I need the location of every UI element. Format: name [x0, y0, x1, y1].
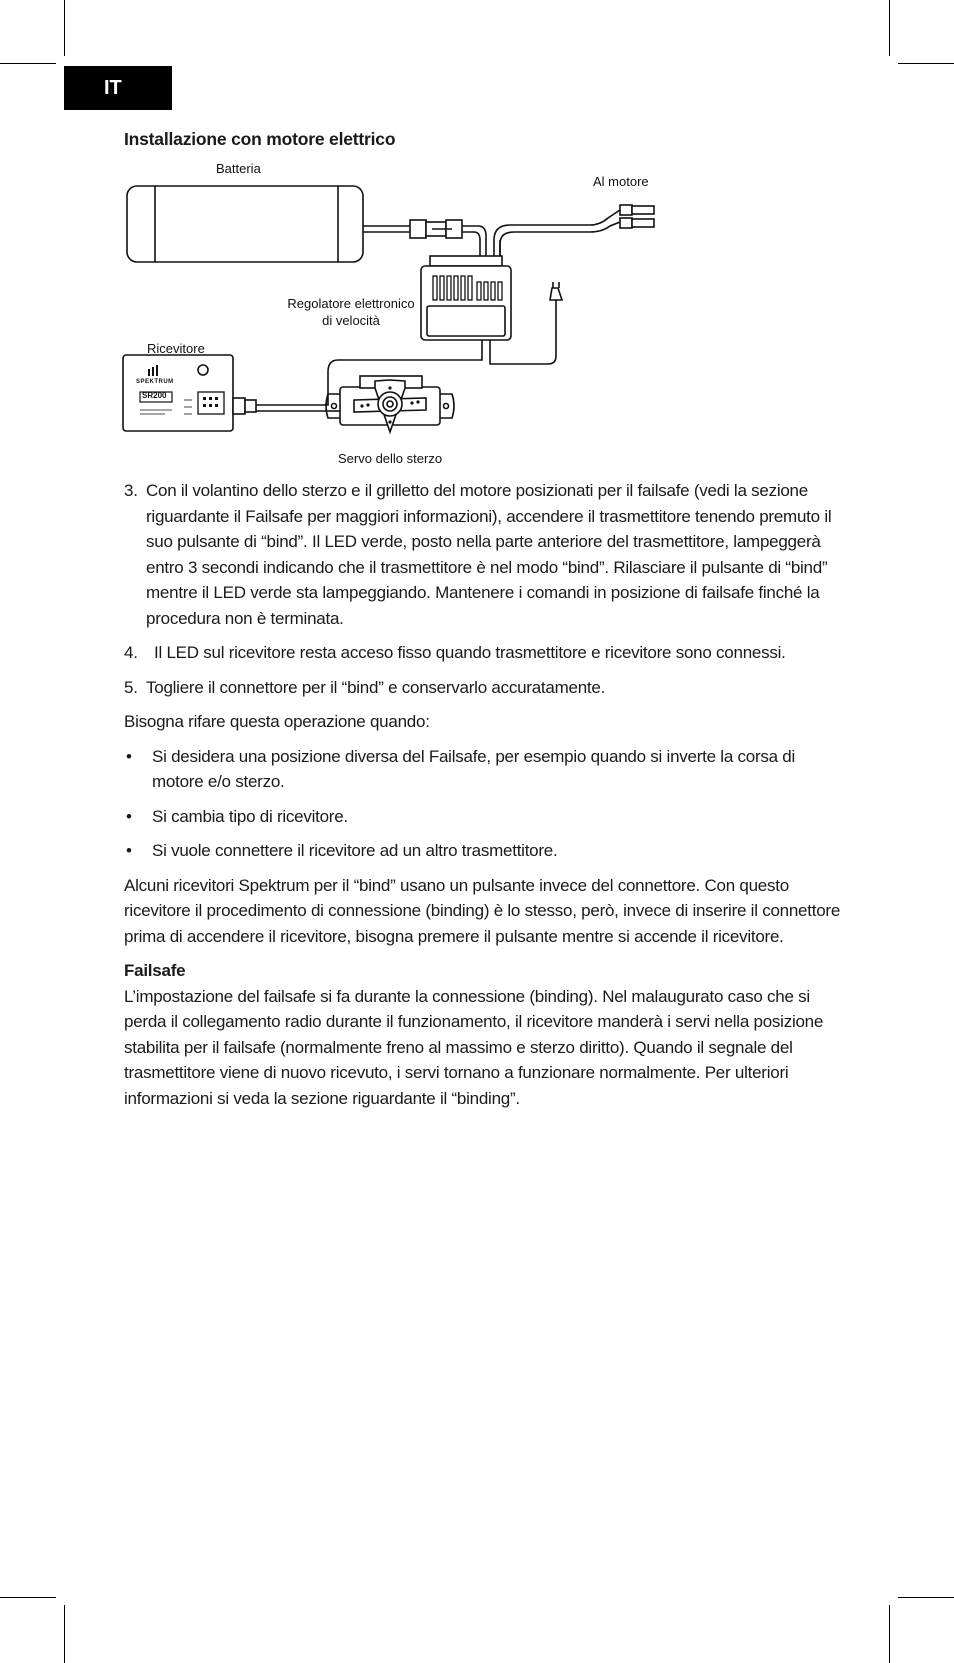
list-item-text: Si desidera una posizione diversa del Failsafe, per esempio quando si inverte la corsa di motore e/o sterzo. — [152, 746, 796, 791]
receiver-brand: SPEKTRUM — [136, 379, 174, 385]
esc-illustration — [421, 256, 511, 340]
step-number: 5. — [124, 677, 138, 697]
wiring-diagram — [0, 150, 954, 470]
list-item-text: Si cambia tipo di ricevitore. — [152, 806, 348, 826]
crop-mark-bottom-right-vertical — [889, 1605, 890, 1663]
crop-mark-bottom-left-horizontal — [0, 1597, 56, 1598]
crop-mark-top-left-vertical — [64, 0, 65, 56]
failsafe-paragraph: L’impostazione del failsafe si fa durante la connessione (binding). Nel malaugurato caso che si perda il collegamento radio durante il funzionamento, il ricevitore manderà i servi nella posizione stabilita per il failsafe (normalmente freno al massimo e sterzo diritto). Quando il segnale del trasmettitore viene di nuovo ricevuto, i servi tornano a funzionare normalmente. Per ulteriori informazioni si veda la sezione riguardante il “binding”. — [124, 986, 824, 1108]
motor-wires — [494, 210, 620, 266]
receiver-model: SR200 — [142, 391, 167, 400]
crop-mark-top-left-horizontal — [0, 63, 56, 64]
language-tab-label: IT — [104, 76, 122, 99]
list-item — [124, 744, 844, 795]
crop-mark-bottom-left-vertical — [64, 1605, 65, 1663]
esc-label-line1: Regolatore elettronico — [287, 296, 415, 311]
servo-illustration — [326, 376, 454, 432]
step-5 — [124, 675, 844, 701]
servo-label: Servo dello sterzo — [338, 451, 443, 466]
instructions-body — [124, 478, 844, 1120]
battery-connector — [410, 220, 462, 238]
step-number: 3. — [124, 481, 138, 500]
bind-button-paragraph: Alcuni ricevitori Spektrum per il “bind” usano un pulsante invece del connettore. Con questo ricevitore il procedimento di connessione (binding) è lo stesso, però, invece di inserire il connettore prima di accendere il ricevitore, bisogna premere il pulsante mentre si accende il ricevitore. — [124, 875, 841, 946]
step-text: Togliere il connettore per il “bind” e conservarlo accuratamente. — [146, 677, 606, 697]
motor-connectors — [620, 205, 654, 228]
bullet-icon: • — [126, 746, 132, 766]
step-number: 4. — [124, 643, 138, 662]
list-item-text: Si vuole connettere il ricevitore ad un altro trasmettitore. — [152, 841, 558, 860]
receiver-illustration — [123, 355, 233, 431]
crop-mark-bottom-right-horizontal — [898, 1597, 954, 1598]
step-4 — [124, 640, 844, 666]
esc-label-line2: di velocità — [322, 313, 380, 328]
failsafe-heading: Failsafe — [124, 961, 186, 980]
battery-label: Batteria — [216, 161, 261, 176]
section-title: Installazione con motore elettrico — [124, 129, 396, 149]
battery-illustration — [127, 186, 363, 262]
list-item — [124, 838, 844, 864]
esc-label — [282, 295, 420, 329]
crop-mark-top-right-vertical — [889, 0, 890, 56]
redo-intro: Bisogna rifare questa operazione quando: — [124, 712, 430, 731]
receiver-plug — [233, 398, 340, 414]
crop-mark-top-right-horizontal — [898, 63, 954, 64]
receiver-label: Ricevitore — [147, 341, 205, 356]
motor-label: Al motore — [593, 174, 649, 189]
bullet-icon: • — [126, 841, 132, 860]
list-item — [124, 804, 844, 830]
language-tab — [64, 66, 172, 110]
bullet-icon: • — [126, 806, 132, 826]
step-3 — [124, 478, 844, 631]
step-text: Il LED sul ricevitore resta acceso fisso quando trasmettitore e ricevitore sono connessi. — [154, 643, 786, 662]
battery-wires — [363, 226, 410, 232]
step-text: Con il volantino dello sterzo e il grilletto del motore posizionati per il failsafe (vedi la sezione riguardante il Failsafe per maggiori informazioni), accendere il trasmettitore tenendo premuto il suo pulsante di “bind”. Il LED verde, posto nella parte anteriore del trasmettitore, lampeggerà entro 3 secondi indicando che il trasmettitore è nel modo “bind”. Rilasciare il pulsante di “bind” mentre il LED verde sta lampeggiando. Mantenere i comandi in posizione di failsafe finché la procedura non è terminata. — [146, 481, 832, 628]
